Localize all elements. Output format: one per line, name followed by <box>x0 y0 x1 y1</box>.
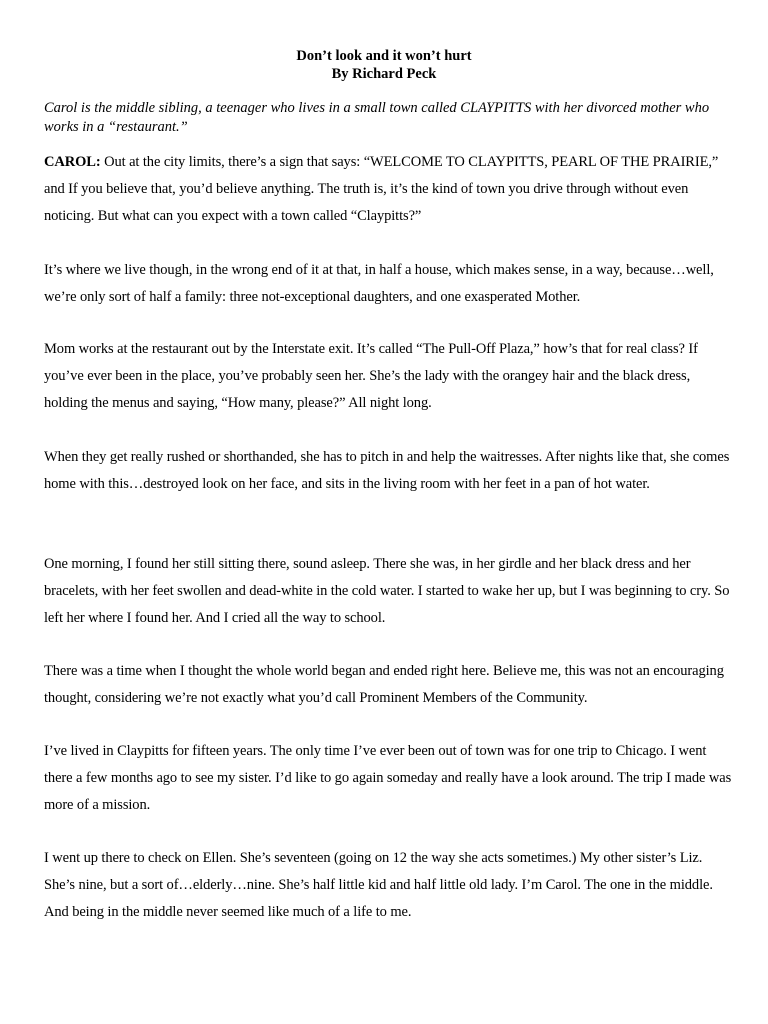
paragraph-6: There was a time when I thought the whole world began and ended right here. Believe me, this was not an encouraging thought, considering we’re not exactly what you’d call Prominent Members of the Community. <box>44 663 724 706</box>
paragraph-8: I went up there to check on Ellen. She’s seventeen (going on 12 the way she acts sometimes.) My other sister’s Liz. She’s nine, but a sort of…elderly…nine. She’s half little kid and half little old lady. I’m Carol. The one in the middle. And being in the middle never seemed like much of a life to me. <box>44 850 713 920</box>
paragraph-1 <box>44 149 734 230</box>
paragraph-5: One morning, I found her still sitting there, sound asleep. There she was, in her girdle and her black dress and her bracelets, with her feet swollen and dead-white in the cold water. I started to wake her up, but I was beginning to cry. So left her where I found her. And I cried all the way to school. <box>44 556 730 626</box>
paragraph-3: Mom works at the restaurant out by the Interstate exit. It’s called “The Pull-Off Plaza,” how’s that for real class? If you’ve ever been in the place, you’ve probably seen her. She’s the lady with the orangey hair and the black dress, holding the menus and saying, “How many, please?” All night long. <box>44 341 698 411</box>
paragraph-2: It’s where we live though, in the wrong end of it at that, in half a house, which makes sense, in a way, because…well, we’re only sort of half a family: three not-exceptional daughters, and one exasperated Mother. <box>44 262 714 305</box>
paragraph-7: I’ve lived in Claypitts for fifteen years. The only time I’ve ever been out of town was for one trip to Chicago. I went there a few months ago to see my sister. I’d like to go again someday and really have a look around. The trip I made was more of a mission. <box>44 743 732 813</box>
document-author: By Richard Peck <box>331 66 437 82</box>
paragraph-4: When they get really rushed or shorthanded, she has to pitch in and help the waitresses. After nights like that, she comes home with this…destroyed look on her face, and sits in the living room with her feet in a pan of hot water. <box>44 449 730 492</box>
document-title: Don’t look and it won’t hurt <box>296 48 472 64</box>
intro-paragraph: Carol is the middle sibling, a teenager who lives in a small town called CLAYPITTS with her divorced mother who works in a “restaurant.” <box>44 100 710 135</box>
speaker-label: CAROL: <box>44 154 101 170</box>
paragraph-1-text: Out at the city limits, there’s a sign that says: “WELCOME TO CLAYPITTS, PEARL OF THE PRAIRIE,” and If you believe that, you’d believe anything. The truth is, it’s the kind of town you drive through without even noticing. But what can you expect with a town called “Claypitts?” <box>44 154 719 224</box>
